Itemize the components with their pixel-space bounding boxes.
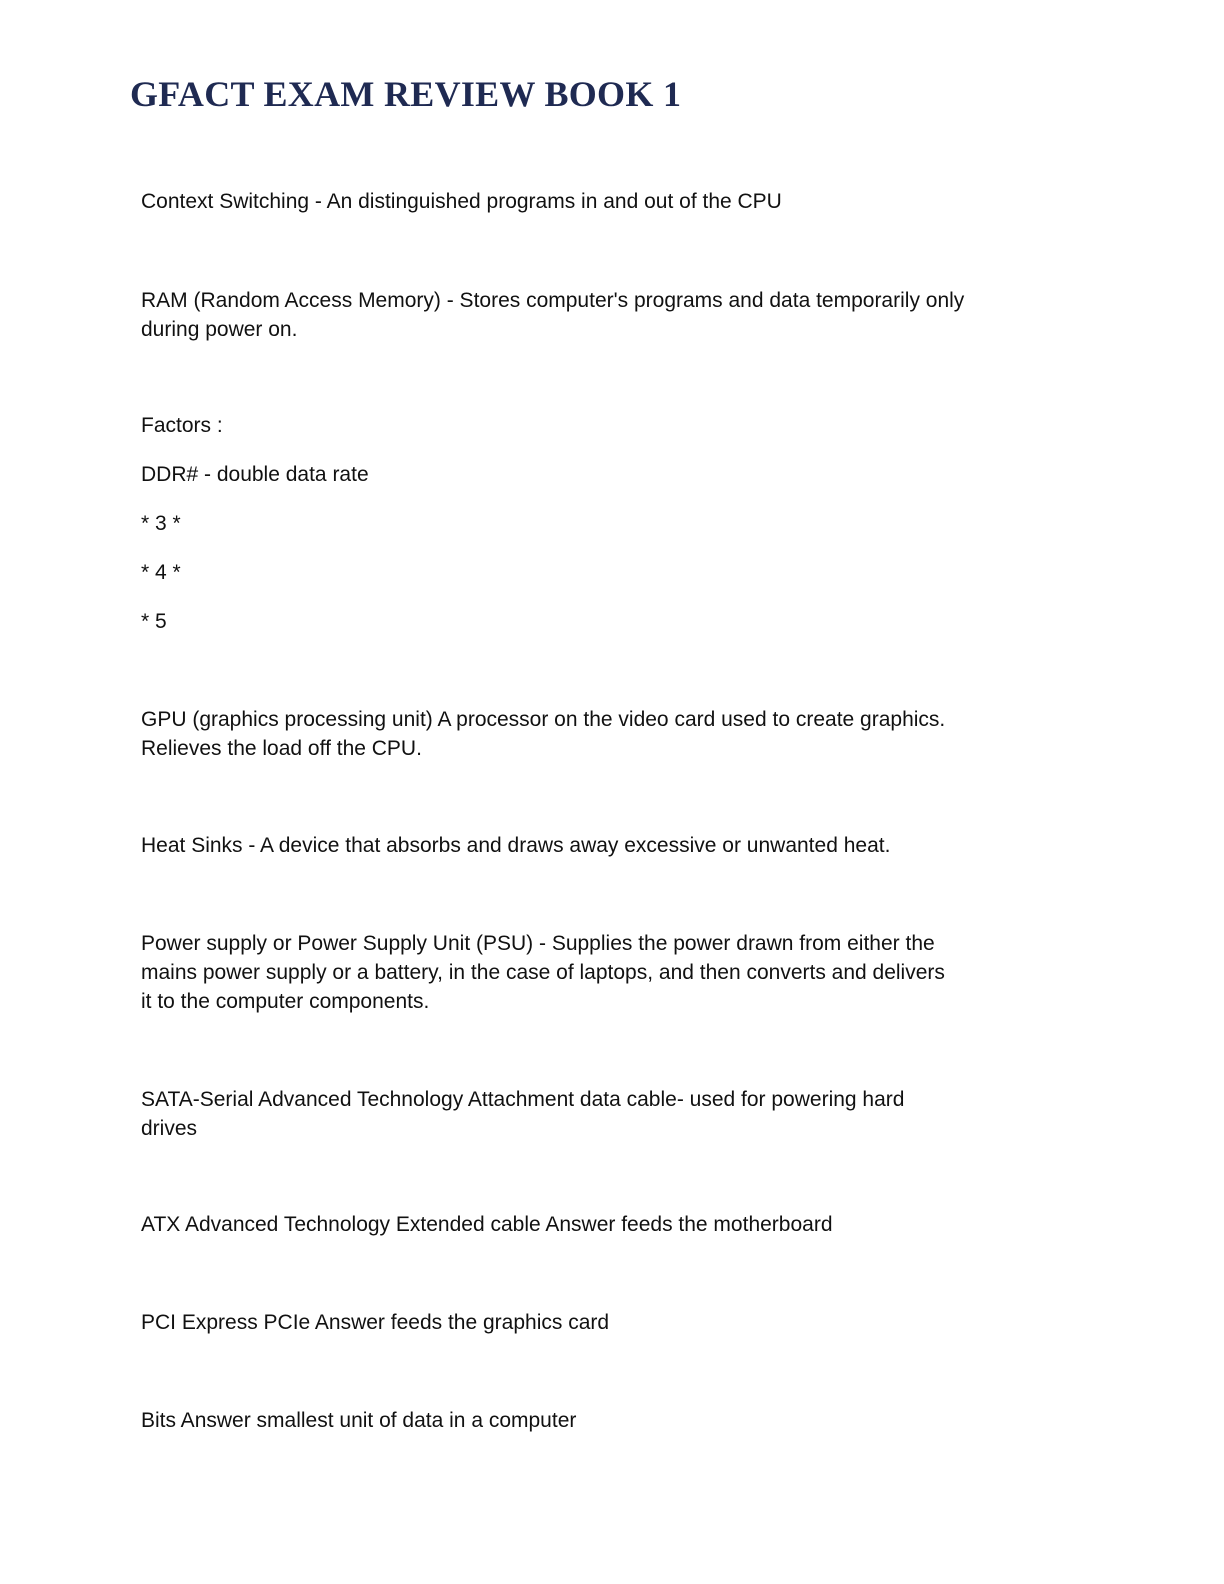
list-item-ddr3: * 3 *: [141, 512, 181, 535]
entry-gpu-line-2: Relieves the load off the CPU.: [141, 737, 422, 760]
document-title: GFACT EXAM REVIEW BOOK 1: [130, 74, 682, 114]
entry-psu-line-2: mains power supply or a battery, in the case of laptops, and then converts and delivers: [141, 961, 945, 984]
entry-pcie: PCI Express PCIe Answer feeds the graphics card: [141, 1311, 610, 1334]
entry-sata-line-1: SATA-Serial Advanced Technology Attachment data cable- used for powering hard: [141, 1088, 905, 1111]
entry-psu: [141, 929, 1081, 1016]
entry-atx: ATX Advanced Technology Extended cable Answer feeds the motherboard: [141, 1213, 833, 1236]
entry-gpu-line-1: GPU (graphics processing unit) A processor on the video card used to create graphics.: [141, 708, 946, 731]
entry-sata: [141, 1085, 1081, 1143]
entry-gpu: [141, 705, 1081, 763]
entry-sata-line-2: drives: [141, 1117, 198, 1140]
entry-ddr: DDR# - double data rate: [141, 463, 369, 486]
list-item-ddr4: * 4 *: [141, 561, 181, 584]
entry-ram: [141, 286, 1081, 344]
entry-factors: Factors :: [141, 414, 223, 437]
entry-psu-line-1: Power supply or Power Supply Unit (PSU) - Supplies the power drawn from either the: [141, 932, 935, 955]
entry-bits: Bits Answer smallest unit of data in a computer: [141, 1409, 577, 1432]
entry-ram-line-2: during power on.: [141, 318, 298, 341]
entry-heat-sinks: Heat Sinks - A device that absorbs and draws away excessive or unwanted heat.: [141, 834, 891, 857]
entry-context-switching: Context Switching - An distinguished programs in and out of the CPU: [141, 190, 782, 213]
list-item-ddr5: * 5: [141, 610, 167, 633]
entry-psu-line-3: it to the computer components.: [141, 990, 430, 1013]
entry-ram-line-1: RAM (Random Access Memory) - Stores computer's programs and data temporarily only: [141, 289, 965, 312]
